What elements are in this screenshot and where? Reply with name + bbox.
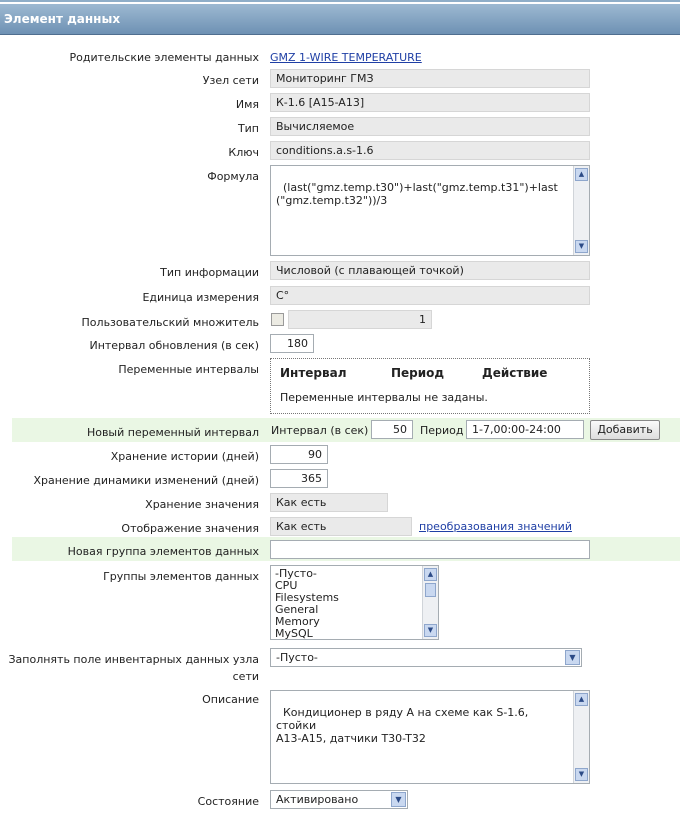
info-type-label: Тип информации xyxy=(160,266,259,279)
description-textarea[interactable] xyxy=(270,690,590,784)
key-field[interactable]: conditions.a.s-1.6 xyxy=(270,141,590,160)
group-option[interactable]: Memory xyxy=(275,615,320,628)
units-field[interactable]: C° xyxy=(270,286,590,305)
host-field[interactable]: Мониторинг ГМЗ xyxy=(270,69,590,88)
show-value-field[interactable]: Как есть xyxy=(270,517,412,536)
group-option[interactable]: General xyxy=(275,603,319,616)
history-label: Хранение истории (дней) xyxy=(110,450,259,463)
form-header xyxy=(0,4,680,35)
new-flex-period-label: Период xyxy=(420,424,464,437)
description-text: Кондиционер в ряду А на схеме как S-1.6, стойки A13-A15, датчики T30-T32 xyxy=(276,706,529,745)
new-flex-interval-input[interactable]: 50 xyxy=(371,420,413,439)
type-field[interactable]: Вычисляемое xyxy=(270,117,590,136)
dropdown-arrow-icon[interactable]: ▼ xyxy=(391,792,406,807)
scroll-thumb[interactable] xyxy=(425,583,436,597)
new-flex-label: Новый переменный интервал xyxy=(86,426,259,439)
groups-listbox[interactable] xyxy=(270,565,439,640)
description-label: Описание xyxy=(202,693,259,706)
flex-col-period: Период xyxy=(391,366,445,380)
name-label: Имя xyxy=(235,98,259,111)
info-type-field[interactable]: Числовой (с плавающей точкой) xyxy=(270,261,590,280)
formula-text: (last("gmz.temp.t30")+last("gmz.temp.t31")+last ("gmz.temp.t32"))/3 xyxy=(276,181,558,207)
update-interval-label: Интервал обновления (в сек) xyxy=(89,339,259,352)
form-title: Элемент данных xyxy=(4,12,121,26)
new-flex-period-input[interactable]: 1-7,00:00-24:00 xyxy=(466,420,584,439)
store-value-field[interactable]: Как есть xyxy=(270,493,388,512)
scroll-up-icon[interactable]: ▲ xyxy=(424,568,437,581)
description-scrollbar[interactable] xyxy=(573,691,589,783)
inventory-label-2: сети xyxy=(232,670,259,683)
formula-scrollbar[interactable] xyxy=(573,166,589,255)
inventory-select[interactable] xyxy=(270,648,582,667)
status-label: Состояние xyxy=(197,795,259,808)
status-select[interactable] xyxy=(270,790,408,809)
multiplier-label: Пользовательский множитель xyxy=(81,316,259,329)
inventory-label-1: Заполнять поле инвентарных данных узла xyxy=(8,653,259,666)
status-selected: Активировано xyxy=(276,793,359,806)
top-border xyxy=(0,0,680,2)
trends-input[interactable]: 365 xyxy=(270,469,328,488)
parent-items-label: Родительские элементы данных xyxy=(69,51,259,64)
groups-label: Группы элементов данных xyxy=(103,570,259,583)
group-option[interactable]: MySQL xyxy=(275,627,313,640)
scroll-up-icon[interactable]: ▲ xyxy=(575,693,588,706)
inventory-selected: -Пусто- xyxy=(276,651,318,664)
new-group-label: Новая группа элементов данных xyxy=(67,545,259,558)
dropdown-arrow-icon[interactable]: ▼ xyxy=(565,650,580,665)
scroll-down-icon[interactable]: ▼ xyxy=(575,768,588,781)
scroll-down-icon[interactable]: ▼ xyxy=(424,624,437,637)
type-label: Тип xyxy=(237,122,259,135)
scroll-up-icon[interactable]: ▲ xyxy=(575,168,588,181)
show-value-label: Отображение значения xyxy=(121,522,259,535)
group-option[interactable]: Filesystems xyxy=(275,591,339,604)
flex-intervals-label: Переменные интервалы xyxy=(118,363,259,376)
key-label: Ключ xyxy=(228,146,259,159)
formula-label: Формула xyxy=(207,170,259,183)
flex-col-interval: Интервал xyxy=(280,366,347,380)
name-field[interactable]: К-1.6 [A15-A13] xyxy=(270,93,590,112)
value-mapping-link[interactable]: преобразования значений xyxy=(419,520,572,533)
units-label: Единица измерения xyxy=(142,291,259,304)
group-option[interactable]: -Пусто- xyxy=(275,567,317,580)
flex-empty-text: Переменные интервалы не заданы. xyxy=(280,391,488,404)
host-label: Узел сети xyxy=(202,74,259,87)
update-interval-input[interactable]: 180 xyxy=(270,334,314,353)
new-group-input[interactable] xyxy=(270,540,590,559)
flex-col-action: Действие xyxy=(482,366,548,380)
history-input[interactable]: 90 xyxy=(270,445,328,464)
multiplier-checkbox[interactable] xyxy=(271,313,284,326)
new-flex-interval-label: Интервал (в сек) xyxy=(271,424,369,437)
store-value-label: Хранение значения xyxy=(145,498,259,511)
group-option[interactable]: CPU xyxy=(275,579,298,592)
add-flex-button[interactable]: Добавить xyxy=(590,420,660,440)
groups-scrollbar[interactable] xyxy=(422,566,438,639)
flex-intervals-table xyxy=(270,358,590,414)
scroll-down-icon[interactable]: ▼ xyxy=(575,240,588,253)
trends-label: Хранение динамики изменений (дней) xyxy=(33,474,259,487)
parent-item-link[interactable]: GMZ 1-WIRE TEMPERATURE xyxy=(270,51,422,64)
formula-textarea[interactable] xyxy=(270,165,590,256)
multiplier-field[interactable]: 1 xyxy=(288,310,432,329)
